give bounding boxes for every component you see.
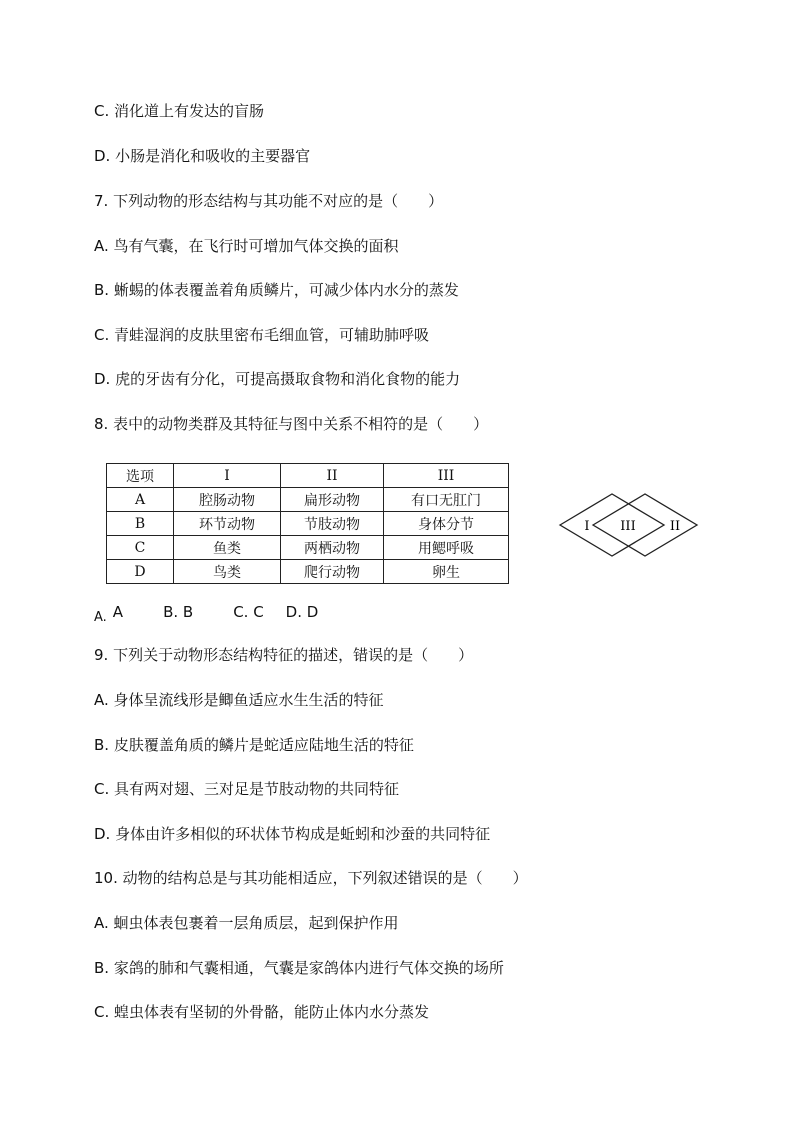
- table-cell: 鱼类: [174, 536, 281, 560]
- question-10: 10. 动物的结构总是与其功能相适应，下列叙述错误的是（ ）: [94, 869, 528, 887]
- set-i-diamond: [560, 494, 664, 556]
- question-7-option-c: C. 青蛙湿润的皮肤里密布毛细血管，可辅助肺呼吸: [94, 326, 430, 344]
- table-cell: 卵生: [384, 560, 509, 584]
- question-9-option-a: A. 身体呈流线形是鲫鱼适应水生生活的特征: [94, 691, 384, 709]
- venn-diagram: [555, 492, 705, 562]
- table-row: [107, 488, 509, 512]
- label-ii: II: [669, 519, 681, 534]
- option-d-line: D. 小肠是消化和吸收的主要器官: [94, 147, 311, 165]
- table-cell: A: [107, 488, 174, 512]
- table-cell: 扁形动物: [281, 488, 384, 512]
- table-cell: 腔肠动物: [174, 488, 281, 512]
- question-10-option-c: C. 蝗虫体表有坚韧的外骨骼，能防止体内水分蒸发: [94, 1003, 430, 1021]
- table-header-cell: 选项: [107, 464, 174, 488]
- question-8-answer-options: [94, 602, 318, 624]
- table-header-cell: II: [281, 464, 384, 488]
- table-row: [107, 560, 509, 584]
- question-9-option-d: D. 身体由许多相似的环状体节构成是蚯蚓和沙蚕的共同特征: [94, 825, 491, 843]
- answer-lead: A.: [94, 610, 107, 625]
- answer-a: A: [112, 603, 124, 621]
- table-cell: 用鳃呼吸: [384, 536, 509, 560]
- table-cell: 两栖动物: [281, 536, 384, 560]
- question-10-option-b: B. 家鸽的肺和气囊相通，气囊是家鸽体内进行气体交换的场所: [94, 959, 504, 977]
- label-iii: III: [620, 519, 636, 534]
- answer-d: D. D: [285, 603, 319, 621]
- table-cell: 有口无肛门: [384, 488, 509, 512]
- set-ii-diamond: [593, 494, 697, 556]
- table-header-row: [107, 464, 509, 488]
- table-cell: B: [107, 512, 174, 536]
- question-7-option-b: B. 蜥蜴的体表覆盖着角质鳞片，可减少体内水分的蒸发: [94, 281, 459, 299]
- table-cell: C: [107, 536, 174, 560]
- answer-c: C. C: [233, 603, 264, 621]
- answer-b: B. B: [163, 603, 194, 621]
- table-cell: 环节动物: [174, 512, 281, 536]
- option-c-line: C. 消化道上有发达的盲肠: [94, 102, 265, 120]
- question-7-option-d: D. 虎的牙齿有分化，可提高摄取食物和消化食物的能力: [94, 370, 461, 388]
- table-cell: 节肢动物: [281, 512, 384, 536]
- table-row: [107, 512, 509, 536]
- table-header-cell: I: [174, 464, 281, 488]
- label-i: I: [584, 519, 590, 534]
- table-row: [107, 536, 509, 560]
- question-9: 9. 下列关于动物形态结构特征的描述，错误的是（ ）: [94, 646, 474, 664]
- question-10-option-a: A. 蛔虫体表包裹着一层角质层，起到保护作用: [94, 914, 399, 932]
- question-7-option-a: A. 鸟有气囊，在飞行时可增加气体交换的面积: [94, 237, 399, 255]
- table-cell: D: [107, 560, 174, 584]
- table-cell: 爬行动物: [281, 560, 384, 584]
- table-cell: 鸟类: [174, 560, 281, 584]
- table-header-cell: III: [384, 464, 509, 488]
- question-8: 8. 表中的动物类群及其特征与图中关系不相符的是（ ）: [94, 415, 489, 433]
- question-7: 7. 下列动物的形态结构与其功能不对应的是（ ）: [94, 192, 444, 210]
- question-9-option-c: C. 具有两对翅、三对足是节肢动物的共同特征: [94, 780, 400, 798]
- question-9-option-b: B. 皮肤覆盖角质的鳞片是蛇适应陆地生活的特征: [94, 736, 414, 754]
- table-cell: 身体分节: [384, 512, 509, 536]
- question-8-table: [106, 463, 509, 584]
